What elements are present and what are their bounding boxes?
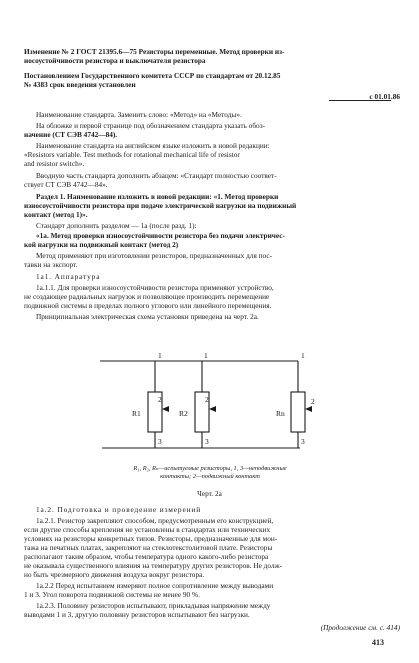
figure-title: Черт. 2а bbox=[197, 489, 222, 498]
terminal-2-label: 2 bbox=[311, 397, 315, 406]
paragraph-line: Вводную часть стандарта дополнить абзацем: «Стандарт полностью соответ- bbox=[36, 171, 277, 180]
decree-line-2: № 4383 срок введения установлен bbox=[24, 80, 136, 89]
rn-wiper-arrow bbox=[305, 406, 312, 412]
r2-wiper-arrow bbox=[209, 406, 216, 412]
paragraph-line: Метод применяют при изготовлении резисторов, предназначенных для пос- bbox=[36, 251, 273, 260]
paragraph-line: если другие способы крепления не установлены в стандартах или технических bbox=[24, 525, 271, 534]
effective-date-underline bbox=[329, 100, 391, 101]
amendment-title-line-2: носоустойчивости резистора и выключателя резистора bbox=[24, 56, 206, 65]
paragraph-line: располагают таким образом, чтобы температура одного какого-либо резистора bbox=[24, 552, 269, 561]
paragraph-line: не оказывала существенного влияния на температуру других резисторов. Не долж- bbox=[24, 561, 283, 570]
paragraph-line: Наименование стандарта. Заменить слово: «Метод» на «Методы». bbox=[36, 110, 242, 119]
paragraph-line: тавки на экспорт. bbox=[24, 260, 78, 269]
terminal-1-label: 1 bbox=[158, 352, 162, 360]
terminal-3-label: 3 bbox=[158, 437, 162, 446]
paragraph-line: 1а.2.3. Половину резисторов испытывают, прикладывая напряжение между bbox=[36, 601, 271, 610]
paragraph-line: Принципиальная электрическая схема установки приведена на черт. 2а. bbox=[36, 312, 259, 321]
r1-wiper-arrow bbox=[162, 406, 169, 412]
paragraph-line: 1 и 3. Угол поворота подвижной системы не менее 90 %. bbox=[24, 590, 200, 599]
subsection-heading: 1а1. Аппаратура bbox=[36, 272, 101, 281]
section-heading-line: Раздел 1. Наименование изложить в новой редакции: «1. Метод проверки bbox=[36, 192, 279, 201]
resistor-rn-body bbox=[291, 392, 305, 432]
section-heading-line: износоустойчивости резистора при подаче электрической нагрузки на подвижный bbox=[24, 201, 297, 210]
subsection-heading: 1а.2. Подготовка и проведение измерений bbox=[36, 505, 202, 514]
circuit-diagram bbox=[90, 352, 330, 460]
paragraph-line: 1а.1.1. Для проверки износоустойчивости резистора применяют устройство, bbox=[36, 283, 274, 292]
continuation-note: (Продолжение см. с. 414) bbox=[320, 623, 400, 632]
section-heading-line: кой нагрузки на подвижный контакт (метод 2) bbox=[24, 240, 179, 249]
terminal-3-label: 3 bbox=[205, 437, 209, 446]
paragraph-line: ствует СТ СЭВ 4742—84». bbox=[24, 180, 108, 189]
r1-label: R1 bbox=[132, 409, 141, 418]
terminal-2-label: 2 bbox=[205, 395, 209, 404]
terminal-1-label: 1 bbox=[204, 352, 208, 360]
figure-caption-line-1: R₁, R₂, Rₙ—испытуемые резисторы, 1, 3—неподвижные bbox=[133, 465, 287, 472]
section-heading-line: контакт (метод 1)». bbox=[24, 210, 88, 219]
amendment-title-line-1: Изменение № 2 ГОСТ 21395.6—75 Резисторы переменные. Метод проверки из- bbox=[24, 47, 285, 56]
paragraph-line: подвижной системы в пределах полного углового или линейного перемещения. bbox=[24, 301, 272, 310]
r2-label: R2 bbox=[179, 409, 188, 418]
paragraph-line: 1а.2.1. Резистор закрепляют способом, предусмотренным его конструкцией, bbox=[36, 516, 274, 525]
terminal-2-label: 2 bbox=[158, 395, 162, 404]
figure-caption-line-2: контакты; 2—подвижный контакт bbox=[160, 473, 260, 480]
paragraph-line: условиях на резисторы конкретных типов. Резисторы, предназначенные для мон- bbox=[24, 534, 278, 543]
rn-label: Rn bbox=[276, 409, 285, 418]
paragraph-line: но быть чрезмерного движения воздуха вокруг резистора. bbox=[24, 570, 205, 579]
page-number: 413 bbox=[372, 638, 384, 647]
paragraph-line: Стандарт дополнить разделом — 1а (после разд. 1): bbox=[36, 221, 197, 230]
paragraph-line: Наименование стандарта на английском языке изложить в новой редакции: bbox=[36, 141, 270, 150]
paragraph-line: and resistor switch». bbox=[24, 159, 85, 168]
paragraph-line: тажа на печатных платах, закрепляют на стеклотекстолитовой плате. Резисторы bbox=[24, 543, 273, 552]
paragraph-line: начение (СТ СЭВ 4742—84). bbox=[24, 130, 118, 139]
terminal-1-label: 1 bbox=[301, 352, 305, 360]
paragraph-line: не создающее радиальных нагрузок и позволяющее производить перемещение bbox=[24, 292, 270, 301]
paragraph-line: На обложке и первой странице под обозначением стандарта указать обоз- bbox=[36, 121, 266, 130]
paragraph-line: 1а.2.2 Перед испытанием измеряют полное сопротивление между выводами bbox=[36, 581, 274, 590]
decree-line-1: Постановлением Государственного комитета СССР по стандартам от 20.12.85 bbox=[24, 71, 281, 80]
terminal-3-label: 3 bbox=[301, 437, 305, 446]
paragraph-line: выводами 1 и 3, другую половину резисторов испытывают без нагрузки. bbox=[24, 610, 250, 619]
effective-date: с 01.01.86 bbox=[369, 92, 400, 101]
paragraph-line: «Resistors variable. Test methods for rotational mechanical life of resistor bbox=[24, 150, 240, 159]
section-heading-line: «1а. Метод проверки износоустойчивости резистора без подачи электричес- bbox=[36, 231, 285, 240]
